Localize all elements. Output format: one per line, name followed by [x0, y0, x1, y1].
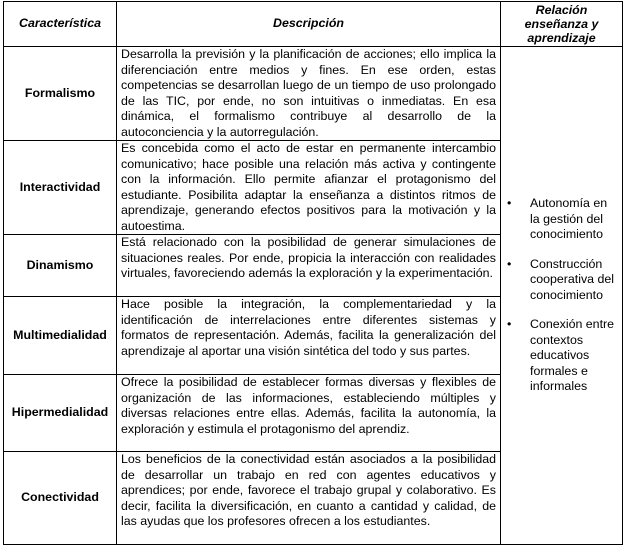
- row-characteristic: Hipermedialidad: [4, 375, 117, 452]
- row-description: Es concebida como el acto de estar en permanente intercambio comunicativo; hace posible una relación más activa y contingente con la información. Ello permite afianzar el protagonismo del estudiante. Posibilita adaptar la enseñanza a distintos ritmos de aprendizaje, generando efectos positivos para la motivación y la autoestima.: [117, 141, 501, 235]
- row-characteristic: Multimedialidad: [4, 297, 117, 375]
- row-description: Desarrolla la previsión y la planificación de acciones; ello implica la diferenciación entre medios y fines. En ese orden, estas competencias se desarrollan luego de un tiempo de uso prolongado de las TIC, por ende, no son intuitivas o inmediatas. En esa dinámica, el formalismo contribuye al desarrollo de la autoconciencia y la autorregulación.: [117, 47, 501, 141]
- header-caracteristica: Característica: [4, 2, 117, 47]
- row-characteristic: Dinamismo: [4, 235, 117, 297]
- bullet-icon: •: [507, 317, 512, 332]
- list-item: [507, 196, 619, 243]
- header-row: [4, 2, 623, 47]
- relation-list: [504, 196, 619, 395]
- characteristics-table: [3, 1, 623, 545]
- bullet-icon: •: [507, 196, 512, 211]
- header-relacion: Relación enseñanza y aprendizaje: [501, 2, 623, 47]
- row-description: Los beneficios de la conectividad están asociados a la posibilidad de desarrollar un trabajo en red con agentes educativos y aprendices; por ende, favorece el trabajo grupal y colaborativo. Es decir, facilita la diversificación, en cuanto a cantidad y calidad, de las ayudas que los profesores ofrecen a los estudiantes.: [117, 452, 501, 545]
- relation-text: Construcción cooperativa del conocimiento: [530, 256, 615, 302]
- relation-text: Conexión entre contextos educativos formales e informales: [530, 317, 615, 394]
- row-description: Ofrece la posibilidad de establecer formas diversas y flexibles de organización de las informaciones, estableciendo múltiples y diversas relaciones entre ellas. Además, facilita la autonomía, la exploración y estimula el protagonismo del aprendiz.: [117, 375, 501, 452]
- relation-text: Autonomía en la gestión del conocimiento: [530, 196, 608, 242]
- row-characteristic: Conectividad: [4, 452, 117, 545]
- header-descripcion: Descripción: [117, 2, 501, 47]
- bullet-icon: •: [507, 256, 512, 271]
- row-description: Hace posible la integración, la complementariedad y la identificación de interrelaciones entre diferentes sistemas y formatos de representación. Además, facilita la generalización del aprendizaje al aportar una visión sintética del todo y sus partes.: [117, 297, 501, 375]
- row-characteristic: Interactividad: [4, 141, 117, 235]
- list-item: [507, 256, 619, 304]
- row-description: Está relacionado con la posibilidad de generar simulaciones de situaciones reales. Por ende, propicia la interacción con realidades virtuales, favoreciendo además la exploración y la experimentación.: [117, 235, 501, 297]
- list-item: [507, 317, 619, 395]
- row-characteristic: Formalismo: [4, 47, 117, 141]
- relation-cell: [501, 47, 623, 545]
- table-row: [4, 47, 623, 141]
